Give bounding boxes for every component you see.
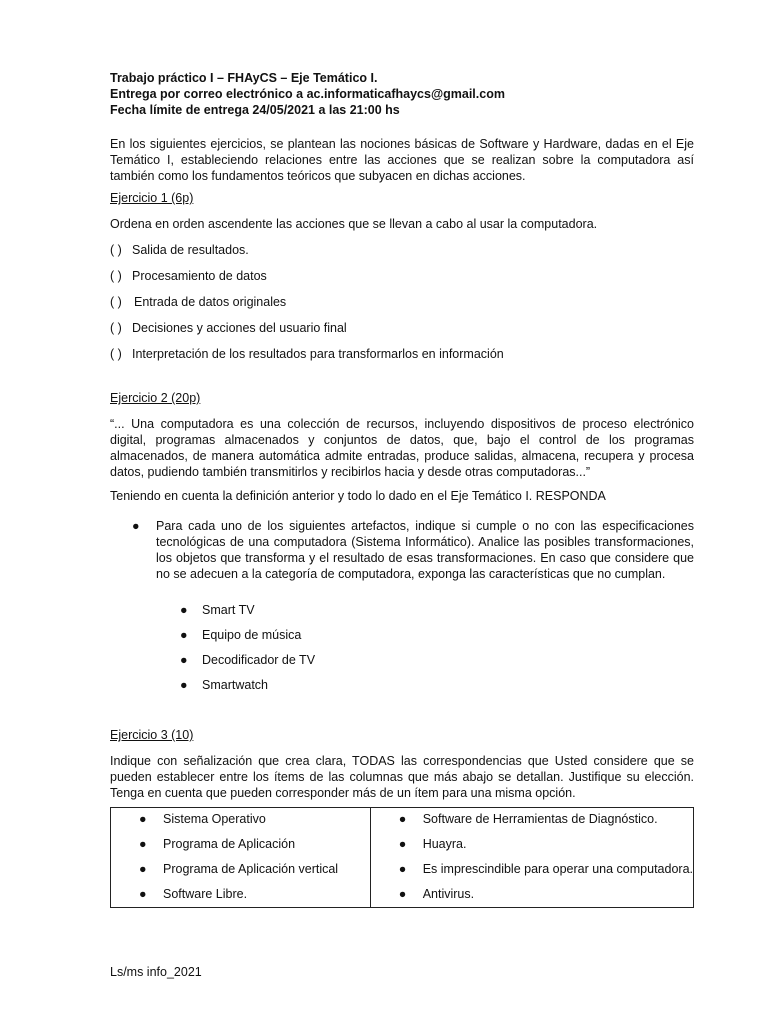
header-title: Trabajo práctico I – FHAyCS – Eje Temático I. — [110, 71, 378, 85]
exercise-1-title: Ejercicio 1 (6p) — [110, 191, 194, 205]
right-item-label: Es imprescindible para operar una computadora. — [422, 862, 693, 876]
list-item — [111, 836, 370, 861]
correspondence-table — [110, 807, 694, 908]
exercise-1-prompt: Ordena en orden ascendente las acciones que se llevan a cabo al usar la computadora. — [110, 217, 598, 231]
right-item-label: Software de Herramientas de Diagnóstico. — [422, 812, 658, 826]
answer-blank: ( ) — [110, 243, 122, 257]
list-item — [111, 886, 370, 904]
exercise-1-options — [110, 242, 694, 362]
bullet-icon: ● — [180, 678, 188, 692]
bullet-icon: ● — [139, 862, 147, 876]
exercise-2-quote: “... Una computadora es una colección de recursos, incluyendo dispositivos de proceso electrónico digital, programas almacenados y conjuntos de datos, que, bajo el control de los programas almacenados, de manera automática admite entradas, produce salidas, almacena, recupera y procesa datos, pudiendo también transmitirlos y recibirlos hacia y desde otras computadoras...” — [110, 417, 694, 479]
answer-blank: ( ) — [110, 321, 122, 335]
option-label: Procesamiento de datos — [132, 269, 267, 283]
list-item — [110, 627, 694, 652]
left-item-label: Programa de Aplicación vertical — [163, 862, 339, 876]
left-column — [111, 808, 371, 908]
right-column — [370, 808, 693, 908]
list-item — [371, 836, 693, 861]
list-item — [371, 861, 693, 886]
list-item — [110, 242, 694, 258]
bullet-icon: ● — [180, 653, 188, 667]
footer-code: Ls/ms info_2021 — [110, 965, 202, 979]
exercise-2-title: Ejercicio 2 (20p) — [110, 391, 201, 405]
answer-blank: ( ) — [110, 269, 122, 283]
answer-blank: ( ) — [110, 347, 122, 361]
list-item — [110, 320, 694, 336]
list-item — [371, 811, 693, 836]
right-item-label: Huayra. — [422, 837, 467, 851]
list-item — [110, 602, 694, 627]
bullet-icon: ● — [139, 837, 147, 851]
exercise-3-prompt: Indique con señalización que crea clara, TODAS las correspondencias que Usted considere que se pueden establecer entre los ítems de las columnas que más abajo se detallan. Justifique su elección. Tenga en cuenta que pueden corresponder más de un ítem para una misma opción. — [110, 754, 694, 800]
bullet-icon: ● — [139, 887, 147, 901]
right-item-label: Antivirus. — [422, 887, 475, 901]
left-item-label: Programa de Aplicación — [163, 837, 296, 851]
document-page — [110, 70, 694, 908]
option-label: Entrada de datos originales — [134, 295, 287, 309]
left-item-label: Sistema Operativo — [163, 812, 266, 826]
list-item — [111, 861, 370, 886]
list-item — [371, 886, 693, 904]
bullet-icon: ● — [132, 519, 140, 533]
artifact-label: Equipo de música — [202, 628, 302, 642]
bullet-icon: ● — [180, 603, 188, 617]
list-item — [110, 652, 694, 677]
artifact-label: Smartwatch — [202, 678, 268, 692]
bullet-icon: ● — [139, 812, 147, 826]
list-item — [110, 294, 694, 310]
artifact-list — [110, 602, 694, 702]
header — [110, 70, 694, 118]
list-item — [110, 677, 694, 702]
answer-blank: ( ) — [110, 295, 122, 309]
bullet-icon: ● — [180, 628, 188, 642]
exercise-2-instruction: Teniendo en cuenta la definición anterior y todo lo dado en el Eje Temático I. RESPONDA — [110, 489, 606, 503]
list-item — [110, 268, 694, 284]
artifact-label: Decodificador de TV — [202, 653, 316, 667]
list-item — [110, 346, 694, 362]
exercise-2-task-text: Para cada uno de los siguientes artefactos, indique si cumple o no con las especificaciones tecnológicas de una computadora (Sistema Informático). Analice las posibles transformaciones, los objetos que transforma y el resultado de esas transformaciones. En caso que considere que no se adecuen a la categoría de computadora, exponga las características que no cumplan. — [156, 519, 694, 581]
bullet-icon: ● — [398, 837, 407, 851]
bullet-icon: ● — [398, 887, 407, 901]
option-label: Decisiones y acciones del usuario final — [132, 321, 347, 335]
artifact-label: Smart TV — [202, 603, 255, 617]
header-deadline: Fecha límite de entrega 24/05/2021 a las 21:00 hs — [110, 103, 400, 117]
header-email: Entrega por correo electrónico a ac.informaticafhaycs@gmail.com — [110, 87, 505, 101]
left-item-label: Software Libre. — [163, 887, 248, 901]
option-label: Salida de resultados. — [132, 243, 249, 257]
bullet-icon: ● — [398, 862, 407, 876]
intro-paragraph: En los siguientes ejercicios, se plantean las nociones básicas de Software y Hardware, dadas en el Eje Temático I, estableciendo relaciones entre las acciones que se realizan sobre la computadora así también como los fundamentos teóricos que subyacen en dichas acciones. — [110, 137, 694, 183]
list-item — [111, 811, 370, 836]
exercise-2-task — [110, 518, 694, 582]
option-label: Interpretación de los resultados para transformarlos en información — [132, 347, 504, 361]
bullet-icon: ● — [398, 812, 407, 826]
exercise-3-title: Ejercicio 3 (10) — [110, 728, 194, 742]
